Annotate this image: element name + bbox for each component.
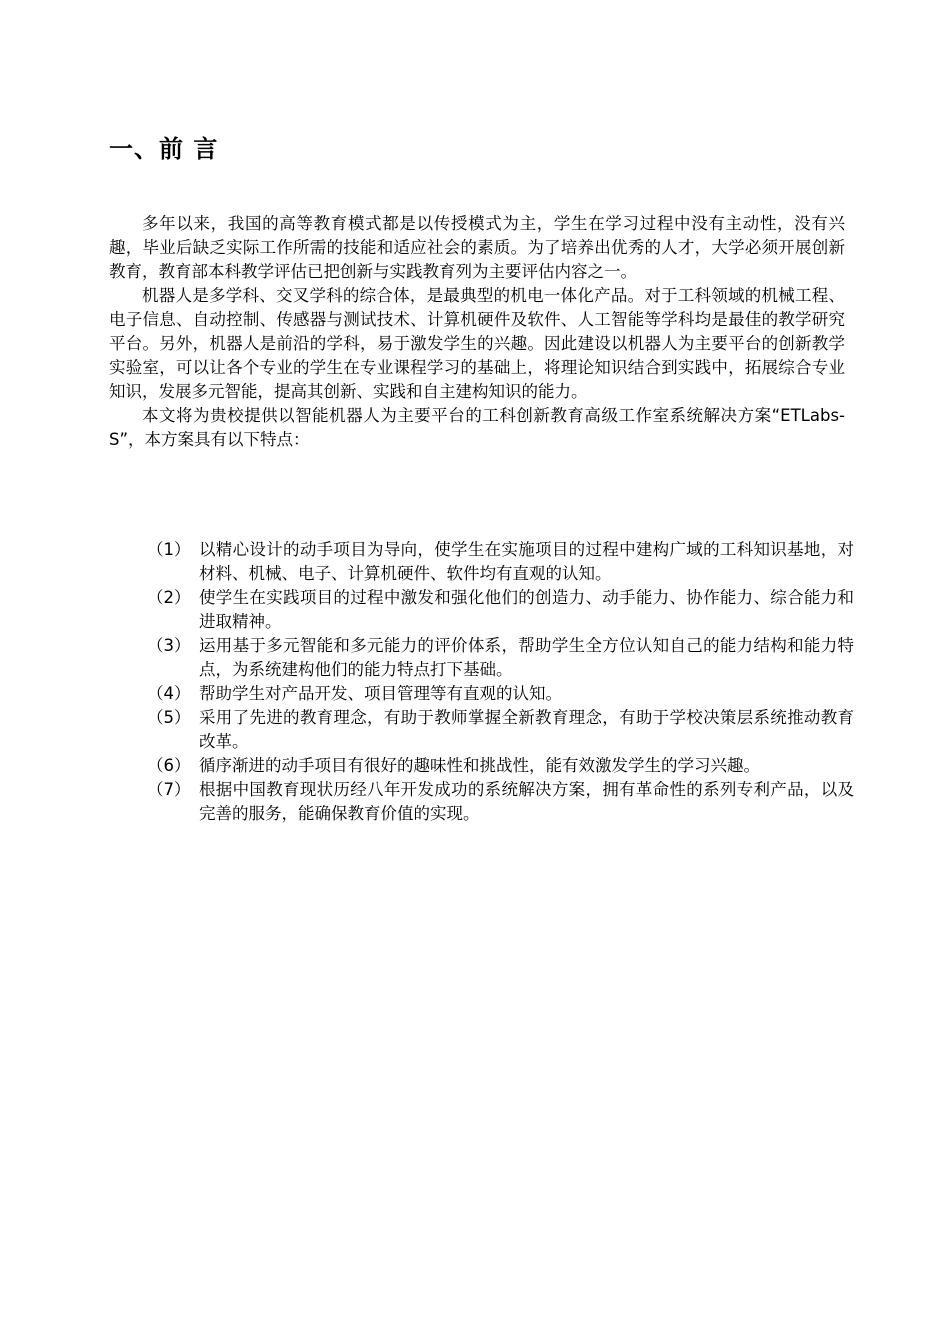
feature-text: 根据中国教育现状历经八年开发成功的系统解决方案，拥有革命性的系列专利产品，以及完善的服务，能确保教育价值的实现。 [199, 780, 854, 823]
feature-item-6 [109, 754, 854, 778]
section-heading: 一、前 言 [109, 135, 219, 163]
paragraph-2: 机器人是多学科、交叉学科的综合体，是最典型的机电一体化产品。对于工科领域的机械工程、电子信息、自动控制、传感器与测试技术、计算机硬件及软件、人工智能等学科均是最佳的教学研究平台。另外，机器人是前沿的学科，易于激发学生的兴趣。因此建设以机器人为主要平台的创新教学实验室，可以让各个专业的学生在专业课程学习的基础上，将理论知识结合到实践中，拓展综合专业知识，发展多元智能，提高其创新、实践和自主建构知识的能力。 [109, 286, 845, 401]
feature-number: （7） [147, 780, 191, 799]
feature-item-4 [109, 682, 854, 706]
feature-item-3 [109, 634, 854, 682]
feature-number: （5） [147, 708, 191, 727]
feature-number: （3） [147, 636, 191, 655]
feature-item-2 [109, 586, 854, 634]
feature-text: 循序渐进的动手项目有很好的趣味性和挑战性，能有效激发学生的学习兴趣。 [199, 756, 760, 775]
paragraph-3: 本文将为贵校提供以智能机器人为主要平台的工科创新教育高级工作室系统解决方案“ETLabs-S”，本方案具有以下特点： [109, 406, 845, 449]
feature-item-5 [109, 706, 854, 754]
feature-text: 使学生在实践项目的过程中激发和强化他们的创造力、动手能力、协作能力、综合能力和进取精神。 [199, 588, 854, 631]
feature-number: （6） [147, 756, 191, 775]
feature-item-7 [109, 778, 854, 826]
paragraph-1: 多年以来，我国的高等教育模式都是以传授模式为主，学生在学习过程中没有主动性，没有兴趣，毕业后缺乏实际工作所需的技能和适应社会的素质。为了培养出优秀的人才，大学必须开展创新教育，教育部本科教学评估已把创新与实践教育列为主要评估内容之一。 [109, 214, 845, 281]
intro-text [109, 212, 845, 452]
feature-number: （1） [147, 540, 191, 559]
feature-text: 运用基于多元智能和多元能力的评价体系，帮助学生全方位认知自己的能力结构和能力特点，为系统建构他们的能力特点打下基础。 [199, 636, 854, 679]
feature-item-1 [109, 538, 854, 586]
feature-list [109, 538, 854, 826]
feature-text: 采用了先进的教育理念，有助于教师掌握全新教育理念，有助于学校决策层系统推动教育改革。 [199, 708, 854, 751]
feature-text: 以精心设计的动手项目为导向，使学生在实施项目的过程中建构广域的工科知识基地，对材料、机械、电子、计算机硬件、软件均有直观的认知。 [199, 540, 854, 583]
feature-number: （4） [147, 684, 191, 703]
feature-text: 帮助学生对产品开发、项目管理等有直观的认知。 [199, 684, 562, 703]
feature-number: （2） [147, 588, 191, 607]
